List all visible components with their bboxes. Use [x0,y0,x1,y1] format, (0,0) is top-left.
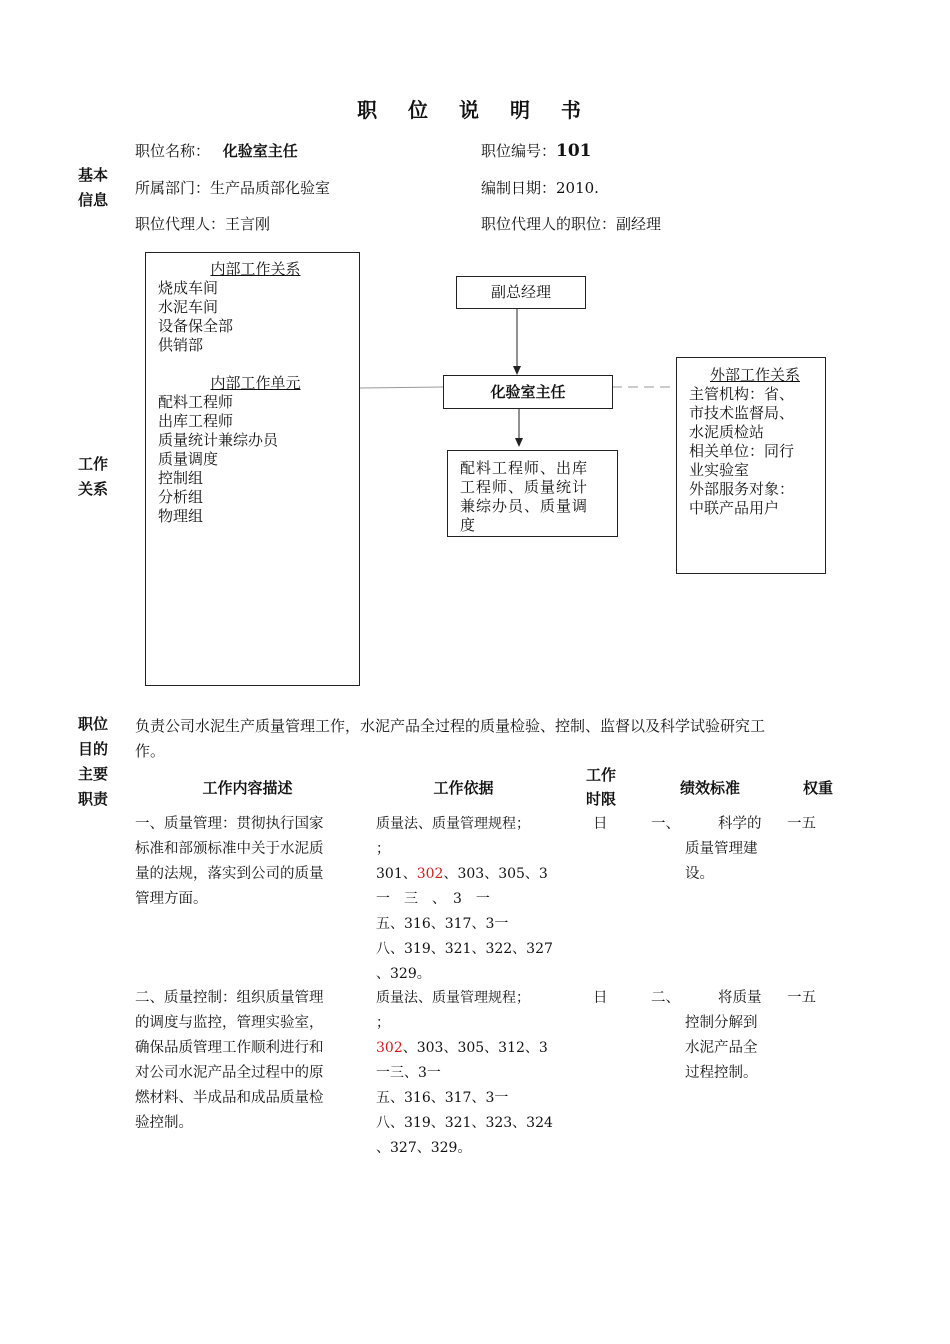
section-label-line: 主要 [78,765,109,783]
row-standard [685,986,775,1086]
list-item: 相关单位：同行 [689,442,795,460]
cell-line: 、329。 [376,966,431,982]
list-item: 市技术监督局、 [689,404,795,422]
arrow-down-icon [515,438,523,447]
cell-line: 五、316、317、3一 [376,916,509,932]
header-content: 工作内容描述 [202,779,293,797]
basis-highlight: 302 [416,866,444,882]
section-label-line: 目的 [78,740,109,758]
section-label-line: 信息 [78,191,109,209]
cell-line: ； [376,841,390,857]
deputy-field: 职位代理人：王言刚 [135,215,271,233]
cell-line: 五、316、317、3一 [376,1090,509,1106]
cell-line: 二、质量控制：组织质量管理 [135,990,324,1006]
arrow-down-icon [513,366,521,375]
cell-line: 控制分解到 [685,1015,758,1031]
cell-line: 质量法、质量管理规程； [376,990,530,1006]
list-item: 业实验室 [689,461,750,479]
cell-line: 对公司水泥产品全过程中的原 [135,1065,324,1081]
row-weight: 一五 [787,816,816,832]
list-item: 配料工程师 [158,393,234,411]
cell-line: 确保品质管理工作顺利进行和 [135,1040,324,1056]
list-item: 控制组 [158,469,204,487]
section-label-line: 关系 [78,480,109,498]
cell-line: 管理方面。 [135,891,208,907]
cell-line: 质量法、质量管理规程； [376,816,530,832]
position-purpose [135,714,765,764]
row-content [135,986,324,1136]
row-standard [685,812,775,887]
current-position-label: 化验室主任 [490,383,566,401]
cell-line: 的调度与监控，管理实验室， [135,1015,324,1031]
internal-units-title: 内部工作单元 [210,374,301,392]
list-item: 水泥车间 [158,298,219,316]
section-label-line: 职责 [78,790,109,808]
purpose-line: 作。 [135,742,166,760]
basis-text: 、303、305、3 [443,866,548,882]
section-label-line: 基本 [78,166,109,184]
cell-line: 设。 [685,866,714,882]
row-basis [376,812,553,987]
basis-text: 、303、305、312、3 [402,1040,548,1056]
external-relations-box [676,357,826,574]
department-field: 所属部门：生产品质部化验室 [135,179,331,197]
section-label-line: 职位 [78,715,109,733]
subordinate-line: 兼综办员、质量调 [460,497,589,515]
header-weight: 权重 [802,779,833,797]
internal-connector-line [360,387,443,388]
row-standard-number: 一、 [651,816,680,832]
subordinate-line: 工程师、质量统计 [460,478,589,496]
cell-line: 质量管理建 [685,841,758,857]
external-relations-title: 外部工作关系 [709,366,800,384]
list-item: 主管机构：省、 [689,385,795,403]
row-content [135,812,324,912]
row-basis [376,986,553,1161]
row-time: 日 [593,990,608,1006]
date-field: 编制日期：2010. [481,179,599,197]
cell-line: 燃材料、半成品和成品质量检 [135,1090,324,1106]
cell-line: 验控制。 [135,1115,193,1131]
basis-highlight: 302 [376,1040,403,1056]
cell-line: 过程控制。 [685,1065,758,1081]
cell-line: ； [376,1015,390,1031]
internal-relations-title: 内部工作关系 [210,260,301,278]
cell-line: 科学的 [718,816,762,832]
list-item: 水泥质检站 [689,423,765,441]
cell-line: 、327、329。 [376,1140,472,1156]
header-time-line: 时限 [585,790,616,808]
list-item: 烧成车间 [158,279,219,297]
cell-line [376,862,553,887]
header-basis: 工作依据 [433,779,494,797]
subordinates-box [447,450,618,537]
cell-line [376,1036,553,1061]
subordinate-line: 配料工程师、出库 [460,459,589,477]
cell-line: 八、319、321、322、327 [376,941,553,957]
list-item: 分析组 [158,488,204,506]
cell-line: 将质量 [718,990,762,1006]
row-weight: 一五 [787,990,816,1006]
current-position-box [443,375,613,409]
document-title: 职 位 说 明 书 [357,98,593,122]
list-item: 质量调度 [158,450,219,468]
position-name-label: 职位名称： [135,142,211,160]
cell-line: 一 三 、 3 一 [376,891,490,907]
cell-line: 八、319、321、323、324 [376,1115,553,1131]
position-name-value: 化验室主任 [222,142,298,160]
list-item: 物理组 [158,507,204,525]
deputy-position-field: 职位代理人的职位：副经理 [481,215,662,233]
row-standard-number: 二、 [651,990,680,1006]
cell-line: 标准和部颁标准中关于水泥质 [135,841,324,857]
section-label-line: 工作 [78,455,109,473]
list-item: 设备保全部 [158,317,234,335]
cell-line: 一、质量管理：贯彻执行国家 [135,816,324,832]
basis-text: 301、 [376,866,417,882]
header-standard: 绩效标准 [679,779,740,797]
purpose-line: 负责公司水泥生产质量管理工作，水泥产品全过程的质量检验、控制、监督以及科学试验研究工 [135,717,766,735]
row-time: 日 [593,816,608,832]
subordinate-line: 度 [460,516,477,534]
superior-box [456,276,586,309]
list-item: 质量统计兼综办员 [158,431,279,449]
header-time [578,763,624,811]
position-code-value: 101 [556,141,592,161]
list-item: 供销部 [158,336,204,354]
superior-label: 副总经理 [490,283,551,301]
header-time-line: 工作 [585,766,616,784]
cell-line: 量的法规，落实到公司的质量 [135,866,324,882]
position-code-label: 职位编号： [481,142,557,160]
list-item: 外部服务对象： [689,480,795,498]
cell-line: 一三、3一 [376,1065,441,1081]
internal-relations-box [145,252,360,686]
list-item: 出库工程师 [158,412,234,430]
list-item: 中联产品用户 [689,499,780,517]
cell-line: 水泥产品全 [685,1040,758,1056]
section-duties [78,712,108,812]
